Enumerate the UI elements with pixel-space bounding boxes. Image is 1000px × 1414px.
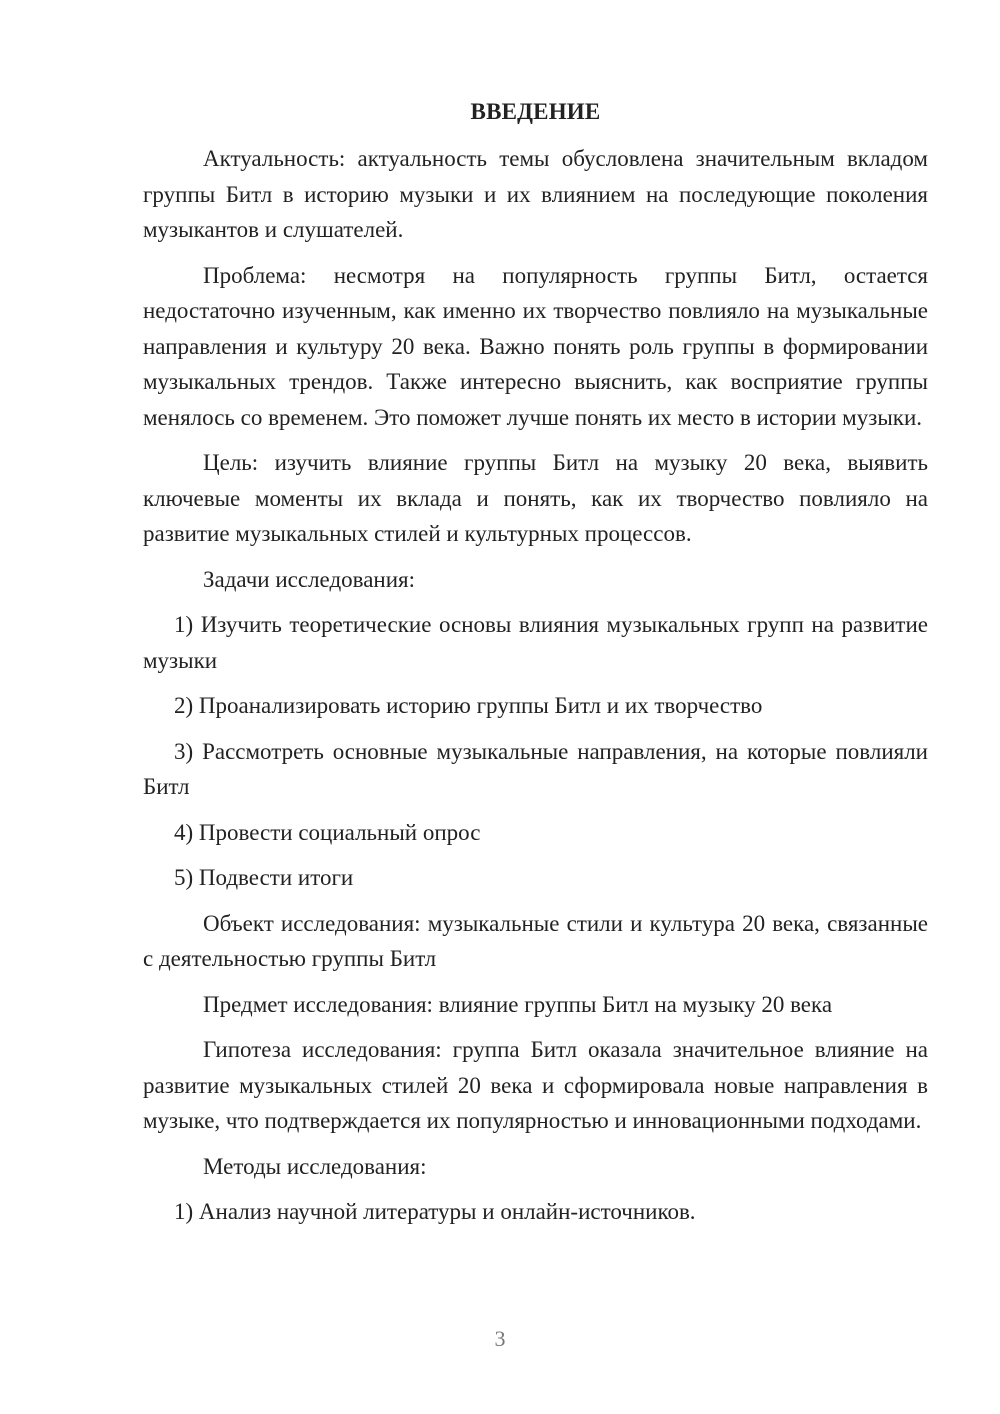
hypothesis-paragraph: Гипотеза исследования: группа Битл оказала значительное влияние на развитие музыкальных стилей 20 века и сформировала новые направления в музыке, что подтверждается их популярностью и инновационными подходами.: [143, 1037, 928, 1133]
document-page: [143, 94, 928, 1240]
task-item-4: 4) Провести социальный опрос: [174, 819, 481, 845]
methods-heading: Методы исследования:: [203, 1153, 427, 1179]
method-item-1: 1) Анализ научной литературы и онлайн-источников.: [174, 1199, 696, 1224]
task-item-1: 1) Изучить теоретические основы влияния музыкальных групп на развитие музыки: [143, 612, 928, 673]
subject-paragraph: Предмет исследования: влияние группы Битл на музыку 20 века: [203, 991, 833, 1017]
relevance-paragraph: Актуальность: актуальность темы обусловлена значительным вкладом группы Битл в историю музыки и их влиянием на последующие поколения музыкантов и слушателей.: [143, 146, 928, 242]
task-item-2: 2) Проанализировать историю группы Битл и их творчество: [174, 693, 763, 718]
goal-paragraph: Цель: изучить влияние группы Битл на музыку 20 века, выявить ключевые моменты их вклада и понять, как их творчество повлияло на развитие музыкальных стилей и культурных процессов.: [143, 450, 928, 546]
problem-paragraph: Проблема: несмотря на популярность группы Битл, остается недостаточно изученным, как именно их творчество повлияло на музыкальные направления и культуру 20 века. Важно понять роль группы в формировании музыкальных трендов. Также интересно выяснить, как восприятие группы менялось со временем. Это поможет лучше понять их место в истории музыки.: [143, 262, 928, 430]
task-item-5: 5) Подвести итоги: [174, 865, 354, 890]
tasks-heading: Задачи исследования:: [203, 566, 416, 592]
object-paragraph: Объект исследования: музыкальные стили и культура 20 века, связанные с деятельностью группы Битл: [143, 910, 928, 971]
section-title: ВВЕДЕНИЕ: [470, 99, 601, 124]
page-number: 3: [494, 1326, 506, 1351]
task-item-3: 3) Рассмотреть основные музыкальные направления, на которые повлияли Битл: [143, 738, 928, 799]
